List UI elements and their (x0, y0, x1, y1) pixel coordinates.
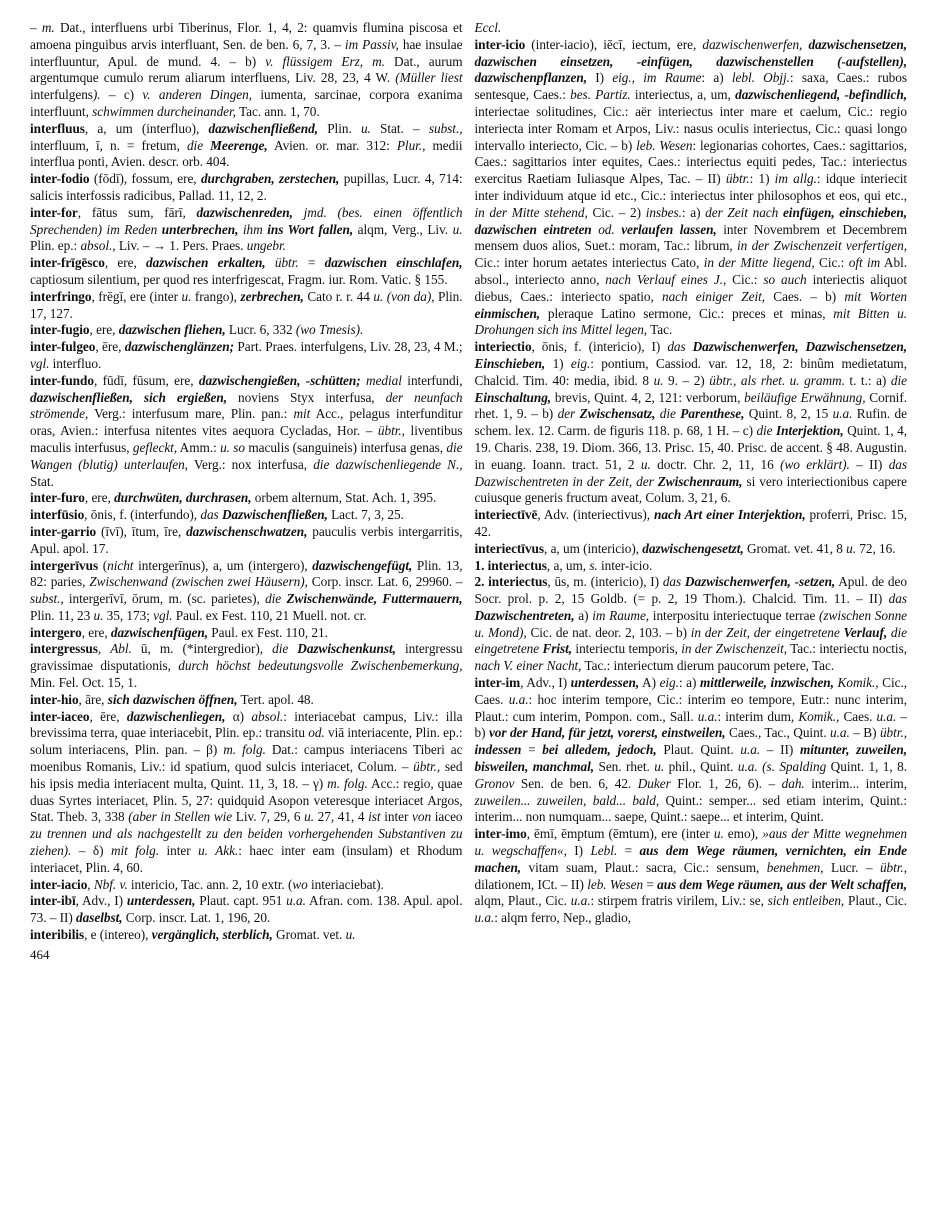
dictionary-entry: inter-fundo, fūdī, fūsum, ere, dazwischengießen, -schütten; medial interfundi, dazwischenfließen, sich ergießen, noviens Styx interfusa, der neunfach strömende, Verg.: interfusum mare, Plin. pan.: mit Acc., pelagus interfunditur oras, Avien.: interfusa nitentes vites aequora Cycladas, Hor. – übtr., liventibus maculis interfusus, gefleckt, Amm.: u. so maculis (sanguineis) interfusa genas, die Wangen (blutig) unterlaufen, Verg.: nox interfusa, die dazwischenliegende N., Stat. (30, 372, 463, 489)
dictionary-entry: inter-for, fātus sum, fārī, dazwischenreden, jmd. (bes. einen öffentlich Sprechenden) im Reden unterbrechen, ihm ins Wort fallen, alqm, Verg., Liv. u. Plin. ep.: absol., Liv. – → 1. Pers. Praes. ungebr. (30, 204, 463, 254)
dictionary-entry: inter-ibī, Adv., I) unterdessen, Plaut. capt. 951 u.a. Afran. com. 138. Apul. apol. 73. – II) daselbst, Corp. inscr. Lat. 1, 196, 20. (30, 893, 463, 926)
dictionary-entry: inter-garrio (īvī), ītum, īre, dazwischenschwatzen, pauculis verbis intergarritis, Apul. apol. 17. (30, 523, 463, 556)
dictionary-entry: inter-hio, āre, sich dazwischen öffnen, Tert. apol. 48. (30, 691, 314, 707)
dictionary-entry: inter-fulgeo, ēre, dazwischenglänzen; Part. Praes. interfulgens, Liv. 28, 23, 4 M.; vgl. interfluo. (30, 339, 463, 371)
dictionary-entry: intergero, ere, dazwischenfügen, Paul. ex Fest. 110, 21. (30, 624, 328, 640)
dictionary-entry: intergerīvus (nicht intergerīnus), a, um (intergero), dazwischengefügt, Plin. 13, 82: paries, Zwischenwand (zwischen zwei Häusern), Corp. inscr. Lat. 6, 29960. – subst., intergerīvī, ōrum, m. (sc. parietes), die Zwischenwände, Futtermauern, Plin. 11, 23 u. 35, 173; vgl. Paul. ex Fest. 110, 21 Muell. not. cr. (30, 557, 463, 623)
page-number: 464 (30, 946, 50, 962)
dictionary-entry: inter-imo, ēmī, ēmptum (ēmtum), ere (inter u. emo), »aus der Mitte wegnehmen u. wegschaffen«, I) Lebl. = aus dem Wege räumen, vernichten, ein Ende machen, vitam suam, Plaut.: sacra, Cic.: sensum, benehmen, Lucr. – übtr., dilationem, ICt. – II) leb. Wesen = aus dem Wege räumen, aus der Welt schaffen, alqm, Plaut., Cic. u.a.: stirpem fratris virilem, Liv.: se, sich entleiben, Plaut., Cic. u.a.: alqm ferro, Nep., gladio, (474, 826, 907, 926)
dictionary-entry: inter-fodio (fōdī), fossum, ere, durchgraben, zerstechen, pupillas, Lucr. 4, 714: salicis interfossis radicibus, Pallad. 11, 12, 2. (30, 171, 463, 203)
dictionary-entry: inter-frīgēsco, ere, dazwischen erkalten, übtr. = dazwischen einschlafen, captiosum silentium, per quod res interfrigescat, Fragm. iur. Rom. Vatic. § 155. (30, 255, 463, 287)
dictionary-entry: 1. interiectus, a, um, s. inter-icio. (474, 557, 653, 573)
dictionary-entry: interiectio, ōnis, f. (intericio), I) das Dazwischenwerfen, Dazwischensetzen, Einschieben, 1) eig.: pontium, Cassiod. var. 12, 18, 2: binûm medietatum, Chalcid. Tim. 40: media, ibid. 8 u. 9. – 2) übtr., als rhet. u. gramm. t. t.: a) die Einschaltung, brevis, Quint. 4, 2, 121: verborum, beiläufige Erwähnung, Cornif. rhet. 1, 9. – b) der Zwischensatz, die Parenthese, Quint. 8, 2, 15 u.a. Rufin. de schem. lex. 12. Carm. de figuris 118. p. 68, 1 H. – c) die Interjektion, Quint. 1, 4, 19. Charis. 238, 19. Diom. 366, 13. Prisc. 15, 40. Prisc. de accent. § 48. Augustin. in euang. Ioann. tract. 51, 2 u. doctr. Chr. 2, 11, 16 (wo erklärt). – II) das Dazwischentreten in der Zeit, der Zwischenraum, si vero interiectionibus capere cuiusque generis fructum aveat, Colum. 3, 21, 6. (474, 339, 908, 506)
dictionary-entry: inter-im, Adv., I) unterdessen, A) eig.: a) mittlerweile, inzwischen, Komik., Cic., Caes. u.a.: hoc interim tempore, Cic.: interim eo tempore, Eutr.: nunc interim, Plaut.: cum interim, Pompon. com., Sall. u.a.: interim dum, Komik., Caes. u.a. – b) vor der Hand, für jetzt, vorerst, einstweilen, Caes., Tac., Quint. u.a. – B) übtr., indessen = bei alledem, jedoch, Plaut. Quint. u.a. – II) mitunter, zuweilen, bisweilen, manchmal, Sen. rhet. u. phil., Quint. u.a. (s. Spalding Quint. 1, 1, 8. Gronov Sen. de ben. 6, 42. Duker Flor. 1, 26, 6). – dah. interim... interim, zuweilen... zuweilen, bald... bald, Quint.: semper... sed etiam interim, Quint.: interim... non numquam... saepe, Quint.: saepe... et interim, Quint. (474, 675, 908, 825)
dictionary-entry: inter-iaceo, ēre, dazwischenliegen, α) absol.: interiacebat campus, Liv.: illa brevissima terra, quae interiacebit, Plin. ep.: transitu od. viā interiacente, Plin. ep.: solum interiacens, Plin. pan. – β) m. folg. Dat.: campus interiacens Tiberi ac moenibus Romanis, Liv.: id spatium, quod sulcis interiacet, Colum. – übtr., sed his ipsis media interiacent multa, Quint. 11, 3, 18. – γ) m. folg. Acc.: regio, quae duas Syrtes interiacet, Plin. 5, 27: quidquid Asopon veteresque interiacet Argos, Stat. Theb. 3, 338 (aber in Stellen wie Liv. 7, 29, 6 u. 27, 41, 4 ist inter von iaceo zu trennen und als nachgestellt zu den beiden vorhergehenden Substantiven zu ziehen). – δ) mit folg. inter u. Akk.: haec inter eam (insulam) et Rhodum interiacet, Plin. 4, 60. (30, 708, 463, 875)
dictionary-entry: interibilis, e (intereo), vergänglich, sterblich, Gromat. vet. u. (30, 927, 356, 943)
two-column-text (30, 20, 907, 944)
dictionary-entry: interfūsio, ōnis, f. (interfundo), das Dazwischenfließen, Lact. 7, 3, 25. (30, 507, 404, 523)
dictionary-entry: inter-furo, ere, durchwüten, durchrasen, orbem alternum, Stat. Ach. 1, 395. (30, 490, 437, 506)
dictionary-entry: Eccl. (474, 20, 502, 35)
dictionary-entry: inter-iacio, Nbf. v. intericio, Tac. ann. 2, 10 extr. (wo interiaciebat). (30, 876, 384, 892)
dictionary-entry: intergressus, Abl. ū, m. (*intergredior), die Dazwischenkunst, intergressu gravissimae disputationis, durch höchst bedeutungsvolle Zwischenbemerkung, Min. Fel. Oct. 15, 1. (30, 641, 463, 691)
dictionary-entry: interiectīvus, a, um (intericio), dazwischengesetzt, Gromat. vet. 41, 8 u. 72, 16. (474, 540, 896, 556)
dictionary-entry: 2. interiectus, ūs, m. (intericio), I) das Dazwischenwerfen, -setzen, Apul. de deo Socr. prol. p. 2, 15 Goldb. (= p. 2, 19 Thom.). Chalcid. Tim. 11. – II) das Dazwischentreten, a) im Raume, interpositu interiectuque terrae (zwischen Sonne u. Mond), Cic. de nat. deor. 2, 103. – b) in der Zeit, der eingetretene Verlauf, die eingetretene Frist, interiectu temporis, in der Zwischenzeit, Tac.: interiectu noctis, nach V. einer Nacht, Tac.: interiectum dierum paucorum petere, Tac. (474, 574, 908, 674)
left-column (30, 20, 463, 944)
dictionary-entry: – m. Dat., interfluens urbi Tiberinus, Flor. 1, 4, 2: quamvis flumina piscosa et amoena pinguibus arvis interfluant, Sen. de ben. 6, 7, 3. – im Passiv, hae insulae interfluuntur, Apul. de mund. 4. – b) v. flüssigem Erz, m. Dat., aurum argentumque cumulo rerum aliarum interfluens, Liv. 28, 23, 4 W. (Müller liest interfulgens). – c) v. anderen Dingen, iumenta, sarcinae, corpora exanima interfluunt, schwimmen durcheinander, Tac. ann. 1, 70. (30, 20, 463, 119)
dictionary-entry: interfringo, frēgī, ere (inter u. frango), zerbrechen, Cato r. r. 44 u. (von da), Plin. 17, 127. (30, 288, 463, 321)
right-column (475, 20, 908, 927)
dictionary-entry: inter-fugio, ere, dazwischen fliehen, Lucr. 6, 332 (wo Tmesis). (30, 322, 364, 338)
dictionary-entry: inter-icio (inter-iacio), iēcī, iectum, ere, dazwischenwerfen, dazwischensetzen, dazwischen einsetzen, -einfügen, dazwischenstellen (-aufstellen), dazwischenpflanzen, I) eig., im Raume: a) lebl. Objj.: saxa, Caes.: rubos sentesque, Caes.: bes. Partiz. interiectus, a, um, dazwischenliegend, -befindlich, interiectae solitudines, Cic.: aër interiectus inter mare et caelum, Cic.: regio interiecta inter Romam et Arpos, Liv.: nasus oculis interiectus, Cic.: quasi longo intervallo interiecto, Cic. – b) leb. Wesen: legionarias cohortes, Caes.: sagittarios, Caes.: sagittarios inter equites, Caes.: interiectus equiti pedes, Tac.: interiectus exercitus Raetiam Iuliasque Alpes, Tac. – II) übtr.: 1) im allg.: idque interiecit inter individuum atque id etc., Cic.: interiectus inter philosophos et eos, qui etc., in der Mitte stehend, Cic. – 2) insbes.: a) der Zeit nach einfügen, einschieben, dazwischen eintreten od. verlaufen lassen, inter Novembrem et Decembrem mensem duos alios, Suet.: moram, Tac.: librum, in der Zwischenzeit verfertigen, Cic.: inter horum aetates interiectus Cato, in der Mitte liegend, Cic.: oft im Abl. absol., interiecto anno, nach Verlauf eines J., Cic.: so auch interiectis aliquot diebus, Caes.: interiecto spatio, nach einiger Zeit, Caes. – b) mit Worten einmischen, pleraque Latino sermone, Cic.: preces et minas, mit Bitten u. Drohungen sich ins Mittel legen, Tac. (474, 36, 908, 338)
dictionary-entry: interfluus, a, um (interfluo), dazwischenfließend, Plin. u. Stat. – subst., interfluum, ī, n. = fretum, die Meerenge, Avien. or. mar. 312: Plur., medii interflua ponti, Avien. descr. orb. 404. (30, 120, 463, 170)
dictionary-entry: interiectīvē, Adv. (interiectivus), nach Art einer Interjektion, proferri, Prisc. 15, 42. (474, 507, 907, 539)
